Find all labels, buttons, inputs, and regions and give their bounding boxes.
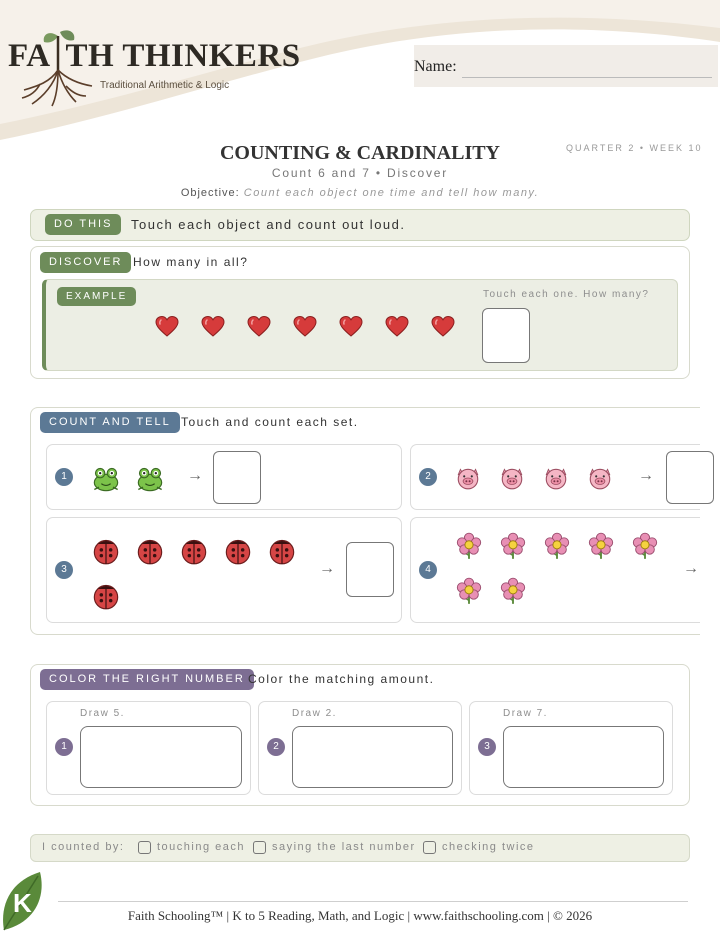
flower-icon [543, 532, 571, 560]
draw-number-1: 1 [55, 738, 73, 756]
flower-icon [587, 532, 615, 560]
heart-icon [201, 315, 225, 339]
checkbox-checking[interactable] [423, 841, 436, 854]
draw-number-3: 3 [478, 738, 496, 756]
discover-tag: DISCOVER [40, 252, 131, 273]
quarter-week-label: QUARTER 2 • WEEK 10 [566, 143, 703, 153]
ladybug-icon [92, 537, 120, 565]
name-input-line[interactable] [462, 77, 712, 78]
brand-logo-text [8, 38, 301, 75]
checklist-option-2: saying the last number [272, 841, 416, 853]
flower-icon [455, 577, 483, 605]
objective [0, 187, 720, 199]
footer-divider [58, 901, 688, 902]
example-answer-box[interactable] [482, 308, 530, 363]
ladybug-icon [136, 537, 164, 565]
draw-label-1: Draw 5. [80, 708, 125, 719]
page-subtitle: Count 6 and 7 • Discover [271, 166, 449, 180]
set-answer-box-2[interactable] [666, 451, 714, 504]
draw-label-3: Draw 7. [503, 708, 548, 719]
frog-icon [136, 465, 164, 493]
set-number-4: 4 [419, 561, 437, 579]
frog-icon [92, 465, 120, 493]
heart-icon [431, 315, 455, 339]
heart-icon [155, 315, 179, 339]
example-hint: Touch each one. How many? [483, 289, 650, 300]
ladybug-icon [224, 537, 252, 565]
draw-box-2[interactable] [292, 726, 453, 788]
svg-text:K: K [13, 888, 32, 918]
arrow-icon: → [319, 560, 335, 577]
set-number-3: 3 [55, 561, 73, 579]
set-number-1: 1 [55, 468, 73, 486]
draw-number-2: 2 [267, 738, 285, 756]
count-and-tell-text: Touch and count each set. [181, 415, 359, 429]
footer-text: Faith Schooling™ | K to 5 Reading, Math, and Logic | www.faithschooling.com | © 2026 [127, 908, 593, 923]
checkbox-saying[interactable] [253, 841, 266, 854]
flower-icon [631, 532, 659, 560]
heart-icon [247, 315, 271, 339]
brand-right: TH THINKERS [65, 38, 301, 74]
pig-icon [455, 465, 481, 491]
do-this-text: Touch each object and count out loud. [131, 217, 406, 232]
flower-icon [499, 532, 527, 560]
pig-icon [499, 465, 525, 491]
pig-icon [543, 465, 569, 491]
brand-left: FA [8, 38, 51, 74]
objective-text: Count each object one time and tell how many. [243, 187, 540, 199]
arrow-icon: → [187, 467, 203, 484]
heart-icon [293, 315, 317, 339]
draw-label-2: Draw 2. [292, 708, 337, 719]
ladybug-icon [268, 537, 296, 565]
brand-tagline: Traditional Arithmetic & Logic [100, 80, 230, 91]
set-answer-box-3[interactable] [346, 542, 394, 597]
discover-text: How many in all? [133, 255, 249, 269]
set-number-2: 2 [419, 468, 437, 486]
draw-box-3[interactable] [503, 726, 664, 788]
example-tag: EXAMPLE [57, 287, 136, 306]
ladybug-icon [92, 582, 120, 610]
checkbox-touching[interactable] [138, 841, 151, 854]
color-right-tag: COLOR THE RIGHT NUMBER [40, 669, 254, 690]
page-title: COUNTING & CARDINALITY [219, 142, 501, 164]
flower-icon [499, 577, 527, 605]
heart-icon [385, 315, 409, 339]
set-answer-box-1[interactable] [213, 451, 261, 504]
pig-icon [587, 465, 613, 491]
draw-box-1[interactable] [80, 726, 242, 788]
do-this-tag: DO THIS [45, 214, 121, 235]
name-label: Name: [414, 58, 457, 75]
arrow-icon: → [638, 467, 654, 484]
ladybug-icon [180, 537, 208, 565]
name-area [414, 45, 718, 87]
arrow-icon: → [683, 560, 699, 577]
checklist-option-3: checking twice [442, 841, 535, 853]
objective-label: Objective: [180, 187, 240, 199]
count-and-tell-tag: COUNT AND TELL [40, 412, 180, 433]
heart-icon [339, 315, 363, 339]
color-right-text: Color the matching amount. [248, 672, 435, 686]
checklist-label: I counted by: [42, 841, 125, 853]
checklist-option-1: touching each [157, 841, 245, 853]
flower-icon [455, 532, 483, 560]
